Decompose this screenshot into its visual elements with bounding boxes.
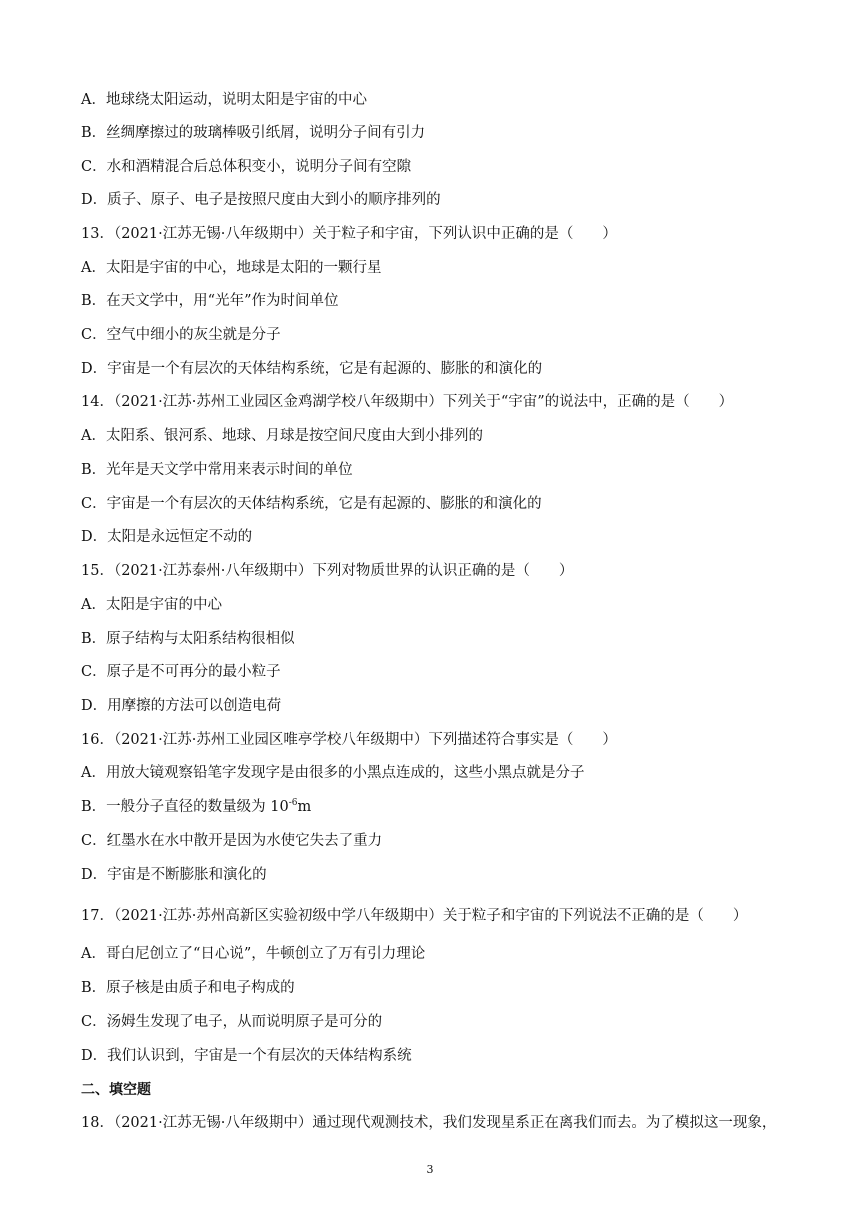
q17-option-d: D．我们认识到，宇宙是一个有层次的天体结构系统 [81, 1048, 412, 1064]
q16-stem: 16．（2021·江苏·苏州工业园区唯亭学校八年级期中）下列描述符合事实是（ ） [81, 732, 617, 748]
q12-option-a: A．地球绕太阳运动，说明太阳是宇宙的中心 [81, 92, 367, 108]
q13-option-a: A．太阳是宇宙的中心，地球是太阳的一颗行星 [81, 260, 382, 276]
q14-option-c: C．宇宙是一个有层次的天体结构系统，它是有起源的、膨胀的和演化的 [81, 496, 542, 512]
q17-option-c: C．汤姆生发现了电子，从而说明原子是可分的 [81, 1014, 383, 1030]
q14-option-b: B．光年是天文学中常用来表示时间的单位 [81, 462, 353, 478]
q12-option-b: B．丝绸摩擦过的玻璃棒吸引纸屑，说明分子间有引力 [81, 125, 426, 141]
q15-option-a: A．太阳是宇宙的中心 [81, 597, 222, 613]
q16-option-c: C．红墨水在水中散开是因为水使它失去了重力 [81, 833, 383, 849]
q12-option-d: D．质子、原子、电子是按照尺度由大到小的顺序排列的 [81, 192, 441, 208]
q18-stem: 18．（2021·江苏无锡·八年级期中）通过现代观测技术，我们发现星系正在离我们而去。为了模拟这一现象， [81, 1115, 777, 1131]
q14-option-d: D．太阳是永远恒定不动的 [81, 529, 253, 545]
q17-option-a: A．哥白尼创立了“日心说”，牛顿创立了万有引力理论 [81, 946, 426, 962]
q17-option-b: B．原子核是由质子和电子构成的 [81, 980, 295, 996]
q13-stem: 13．（2021·江苏无锡·八年级期中）关于粒子和宇宙，下列认识中正确的是（ ） [81, 226, 617, 242]
q15-option-c: C．原子是不可再分的最小粒子 [81, 664, 281, 680]
q13-option-d: D．宇宙是一个有层次的天体结构系统，它是有起源的、膨胀的和演化的 [81, 361, 543, 377]
q16-option-b-text: B．一般分子直径的数量级为 10 [81, 799, 289, 815]
q14-option-a: A．太阳系、银河系、地球、月球是按空间尺度由大到小排列的 [81, 428, 483, 444]
page-number: 3 [426, 1163, 434, 1176]
q13-option-c: C．空气中细小的灰尘就是分子 [81, 327, 281, 343]
q16-option-b [81, 797, 311, 817]
q15-stem: 15．（2021·江苏泰州·八年级期中）下列对物质世界的认识正确的是（ ） [81, 563, 574, 579]
q16-option-d: D．宇宙是不断膨胀和演化的 [81, 867, 267, 883]
q16-option-a: A．用放大镜观察铅笔字发现字是由很多的小黑点连成的，这些小黑点就是分子 [81, 765, 585, 781]
q14-stem: 14．（2021·江苏·苏州工业园区金鸡湖学校八年级期中）下列关于“宇宙”的说法中，正确的是（ ） [81, 394, 734, 410]
q16-option-b-unit: m [297, 799, 312, 815]
q13-option-b: B．在天文学中，用“光年”作为时间单位 [81, 293, 339, 309]
q17-stem: 17．（2021·江苏·苏州高新区实验初级中学八年级期中）关于粒子和宇宙的下列说法不正确的是（ ） [81, 908, 748, 924]
q12-option-c: C．水和酒精混合后总体积变小，说明分子间有空隙 [81, 159, 412, 175]
q15-option-b: B．原子结构与太阳系结构很相似 [81, 631, 295, 647]
q15-option-d: D．用摩擦的方法可以创造电荷 [81, 698, 282, 714]
section-title: 二、填空题 [81, 1082, 151, 1098]
q16-option-b-exponent: -6 [288, 798, 298, 809]
